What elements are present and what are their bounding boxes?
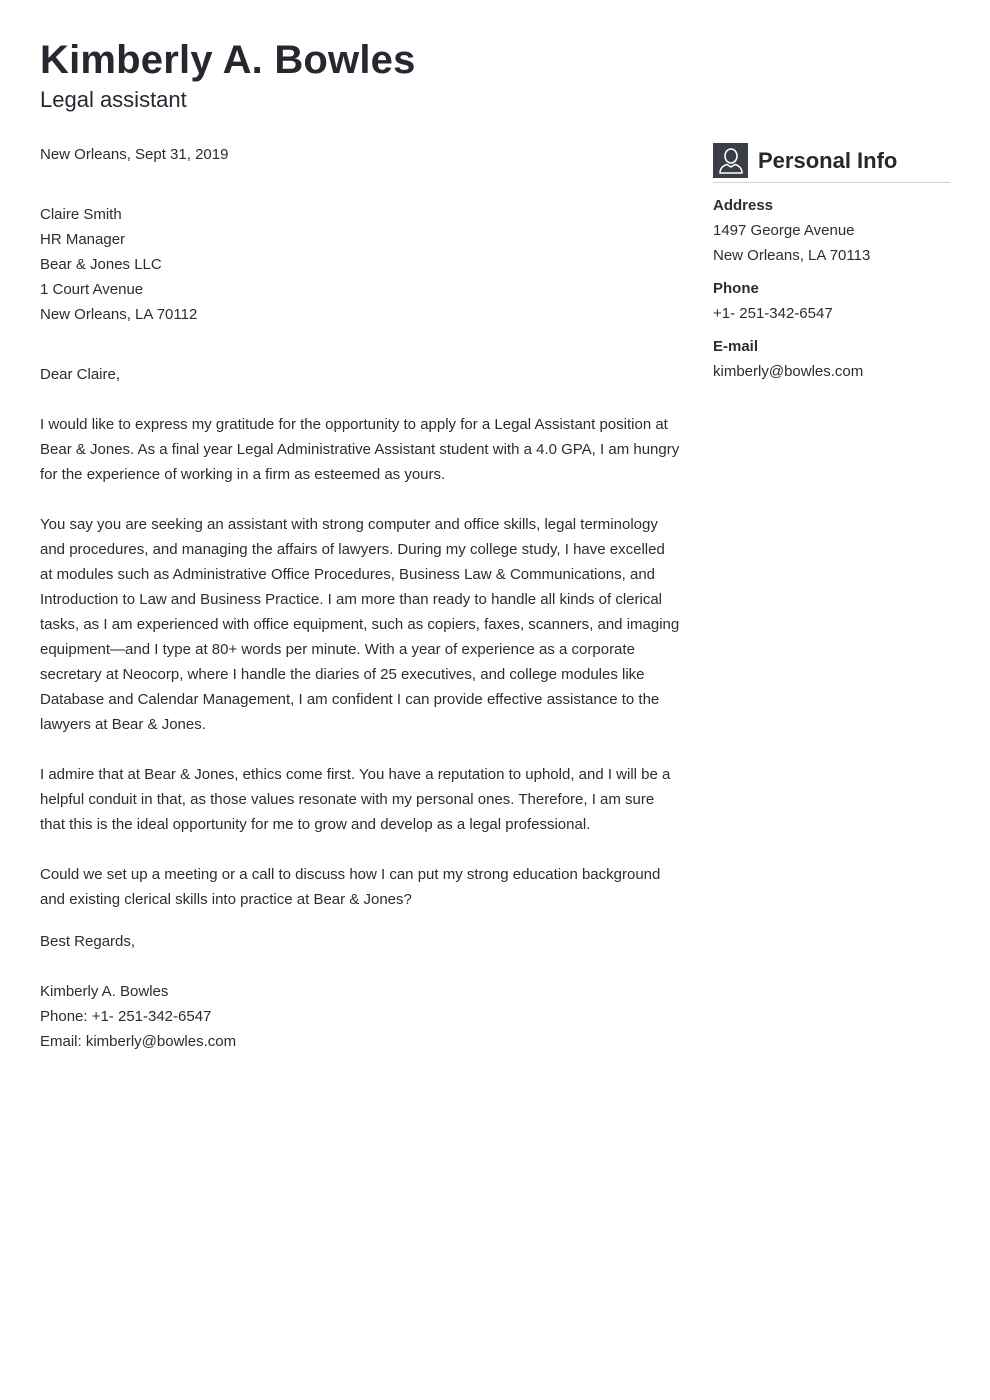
applicant-role: Legal assistant — [40, 87, 187, 112]
personal-info-header — [713, 143, 950, 183]
email-label: E-mail — [713, 338, 759, 355]
personal-info-title: Personal Info — [758, 147, 898, 173]
email-value: kimberly@bowles.com — [713, 363, 864, 380]
resume-header — [40, 36, 416, 114]
address-line-1: 1497 George Avenue — [713, 222, 855, 239]
address-label: Address — [713, 197, 774, 214]
paragraph: You say you are seeking an assistant with strong computer and office skills, legal terminology and procedures, and managing the affairs of lawyers. During my college study, I have excelled at modules such as Administrative Office Procedures, Business Law & Communications, and Introduction to Law and Business Practice. I am more than ready to handle all kinds of clerical tasks, as I am experienced with office equipment, such as copiers, faxes, scanners, and imaging equipment—and I type at 80+ words per minute. With a year of experience as a corporate secretary at Neocorp, where I handle the diaries of 25 executives, and college modules like Database and Calendar Management, I am confident I can provide effective assistance to the lawyers at Bear & Jones. — [40, 516, 680, 733]
date-line: New Orleans, Sept 31, 2019 — [40, 146, 229, 163]
signature-name: Kimberly A. Bowles — [40, 983, 169, 1000]
recipient-company: Bear & Jones LLC — [40, 256, 162, 273]
phone-value: +1- 251-342-6547 — [713, 305, 833, 322]
recipient-title: HR Manager — [40, 231, 126, 248]
salutation: Dear Claire, — [40, 366, 121, 383]
applicant-name: Kimberly A. Bowles — [40, 38, 416, 82]
closing: Best Regards, — [40, 933, 136, 950]
personal-info-sidebar — [713, 143, 950, 384]
paragraph: I would like to express my gratitude for the opportunity to apply for a Legal Assistant position at Bear & Jones. As a final year Legal Administrative Assistant student with a 4.0 GPA, I am hungry for the experience of working in a firm as esteemed as yours. — [40, 416, 680, 483]
recipient-block — [40, 202, 680, 327]
person-icon — [713, 143, 748, 178]
paragraph: I admire that at Bear & Jones, ethics come first. You have a reputation to uphold, and I will be a helpful conduit in that, as those values resonate with my personal ones. Therefore, I am sure that this is the ideal opportunity for me to grow and develop as a legal professional. — [40, 766, 671, 833]
phone-label: Phone — [713, 280, 759, 297]
phone-block — [713, 276, 950, 326]
signature-email: Email: kimberly@bowles.com — [40, 1033, 237, 1050]
recipient-street: 1 Court Avenue — [40, 281, 144, 298]
recipient-city: New Orleans, LA 70112 — [40, 306, 198, 323]
signature-block — [40, 979, 680, 1054]
paragraph: Could we set up a meeting or a call to discuss how I can put my strong education background and existing clerical skills into practice at Bear & Jones? — [40, 866, 661, 908]
signature-phone: Phone: +1- 251-342-6547 — [40, 1008, 212, 1025]
address-line-2: New Orleans, LA 70113 — [713, 247, 871, 264]
cover-letter-body — [40, 142, 680, 1054]
recipient-name: Claire Smith — [40, 206, 122, 223]
address-block — [713, 193, 950, 268]
email-block — [713, 334, 950, 384]
